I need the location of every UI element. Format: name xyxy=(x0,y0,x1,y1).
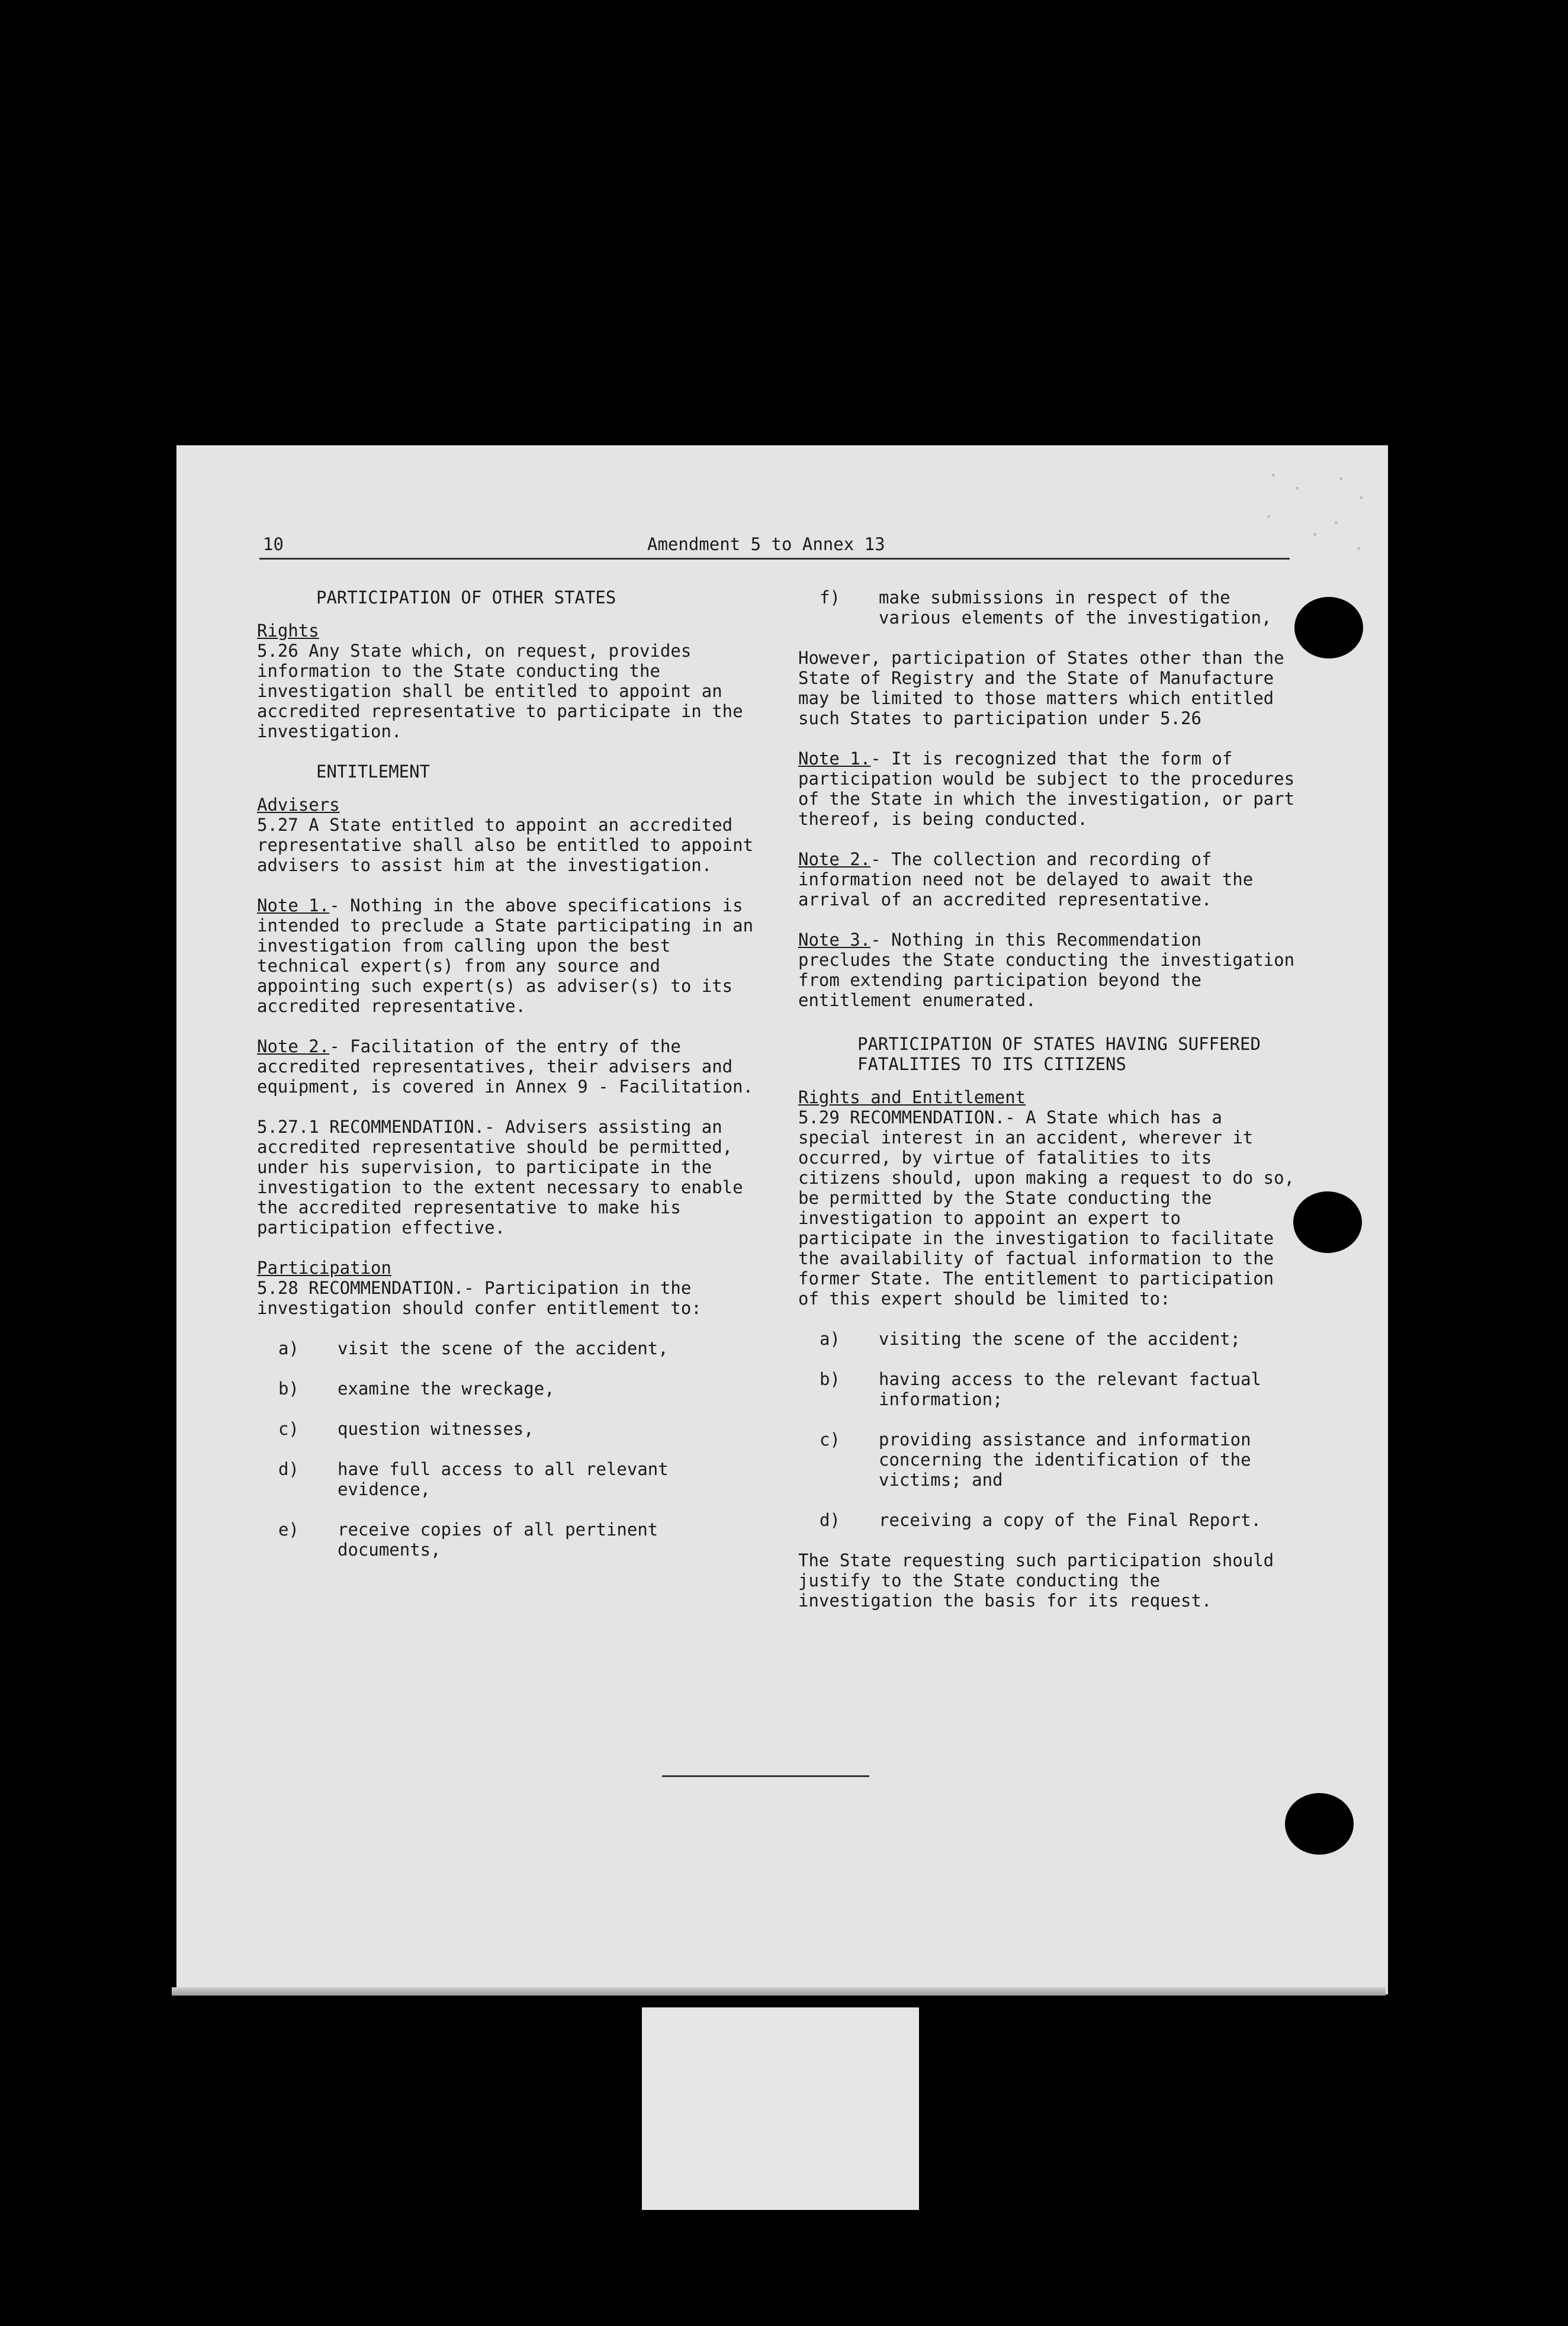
list-item: c) providing assistance and information concerning the identification of the victims; and xyxy=(820,1429,1251,1490)
dust-speck xyxy=(1313,533,1316,536)
list-item: d) receiving a copy of the Final Report. xyxy=(820,1510,1262,1530)
note-label: Note 1. xyxy=(257,895,330,915)
dust-speck xyxy=(1296,487,1299,490)
note-2-right xyxy=(798,849,1302,910)
subhead-rights: Rights xyxy=(257,621,319,641)
note-1-right xyxy=(798,748,1302,829)
page-bottom-edge xyxy=(172,1987,1386,1996)
note-label: Note 1. xyxy=(798,748,871,769)
note-text: - The collection and recording of information need not be delayed to await the arrival of an accredited representative. xyxy=(798,849,1254,910)
subhead-participation: Participation xyxy=(257,1258,391,1278)
header-rule xyxy=(259,558,1290,560)
note-2-left xyxy=(257,1036,754,1097)
dust-speck xyxy=(1272,474,1275,477)
list-item: e) receive copies of all pertinent documents, xyxy=(278,1519,658,1560)
dust-speck xyxy=(1335,521,1338,524)
right-column xyxy=(798,587,1302,1631)
paragraph-5-27: 5.27 A State entitled to appoint an accredited representative shall also be entitled to appoint advisers to assist him at the investigation. xyxy=(257,815,754,875)
footer-rule xyxy=(662,1775,869,1777)
running-header-title: Amendment 5 to Annex 13 xyxy=(647,534,885,554)
punch-hole-bottom xyxy=(1285,1793,1354,1855)
blank-card xyxy=(642,2007,919,2210)
dust-speck xyxy=(1357,547,1360,550)
punch-hole-top xyxy=(1294,597,1363,658)
heading-entitlement: ENTITLEMENT xyxy=(316,762,430,782)
note-text: - Nothing in the above specifications is intended to preclude a State participating in an investigation from calling upon the best technical expert(s) from any source and appointing such expert(s) as adviser(s) to its accredited representative. xyxy=(257,895,754,1016)
punch-hole-middle xyxy=(1293,1191,1362,1253)
note-label: Note 2. xyxy=(798,849,871,869)
page-number: 10 xyxy=(263,534,284,554)
note-label: Note 2. xyxy=(257,1036,330,1056)
left-column xyxy=(257,587,754,1580)
document-page xyxy=(176,445,1388,1994)
subhead-rights-entitlement: Rights and Entitlement xyxy=(798,1087,1026,1107)
list-item: b) having access to the relevant factual information; xyxy=(820,1369,1262,1409)
list-item: f) make submissions in respect of the various elements of the investigation, xyxy=(820,587,1272,628)
paragraph-5-26: 5.26 Any State which, on request, provides information to the State conducting the investigation shall be entitled to appoint an accredited representative to participate in the investigation. xyxy=(257,641,743,741)
note-text: - Nothing in this Recommendation precludes the State conducting the investigation from extending participation beyond the entitlement enumerated. xyxy=(798,930,1295,1010)
note-text: - It is recognized that the form of participation would be subject to the procedures of the State in which the investigation, or part thereof, is being conducted. xyxy=(798,748,1295,829)
heading-fatalities: PARTICIPATION OF STATES HAVING SUFFERED FATALITIES TO ITS CITIZENS xyxy=(857,1034,1261,1074)
paragraph-however: However, participation of States other than the State of Registry and the State of Manufacture may be limited to those matters which entitled such States to participation under 5.26 xyxy=(798,648,1284,728)
paragraph-5-28: 5.28 RECOMMENDATION.- Participation in the investigation should confer entitlement to: xyxy=(257,1278,702,1318)
list-item: a) visit the scene of the accident, xyxy=(278,1338,669,1358)
dust-speck xyxy=(1267,515,1270,518)
list-item: c) question witnesses, xyxy=(278,1419,534,1439)
note-3-right xyxy=(798,930,1302,1010)
note-label: Note 3. xyxy=(798,930,871,950)
note-text: - Facilitation of the entry of the accredited representatives, their advisers and equipment, is covered in Annex 9 - Facilitation. xyxy=(257,1036,754,1097)
list-item: b) examine the wreckage, xyxy=(278,1379,555,1399)
list-item: d) have full access to all relevant evidence, xyxy=(278,1459,669,1499)
heading-participation-other-states: PARTICIPATION OF OTHER STATES xyxy=(316,587,616,608)
paragraph-5-27-1: 5.27.1 RECOMMENDATION.- Advisers assisting an accredited representative should be permitted, under his supervision, to participate in the investigation to the extent necessary to enable the accredited representative to make his participation effective. xyxy=(257,1117,743,1238)
list-item: a) visiting the scene of the accident; xyxy=(820,1329,1241,1349)
dust-speck xyxy=(1339,477,1342,480)
paragraph-closing: The State requesting such participation should justify to the State conducting the investigation the basis for its request. xyxy=(798,1550,1274,1611)
subhead-advisers: Advisers xyxy=(257,795,340,815)
dust-speck xyxy=(1360,496,1363,499)
paragraph-5-29: 5.29 RECOMMENDATION.- A State which has a special interest in an accident, wherever it occurred, by virtue of fatalities to its citizens should, upon making a request to do so, be permitted by the State conducting the investigation to appoint an expert to participate in the investigation to facilitate the availability of factual information to the former State. The entitlement to participation of this expert should be limited to: xyxy=(798,1107,1295,1309)
note-1-left xyxy=(257,895,754,1016)
